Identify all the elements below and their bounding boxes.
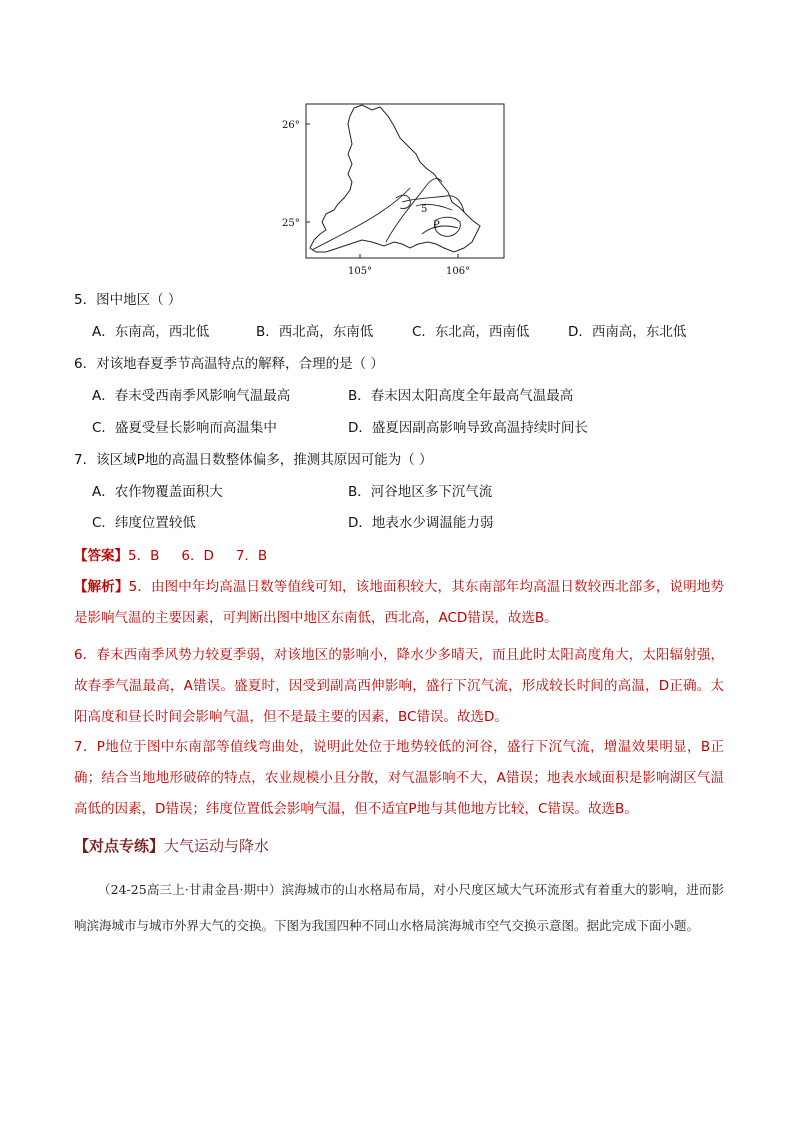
q7-option-a: A．农作物覆盖面积大 [92, 484, 223, 500]
map-frame [306, 104, 504, 258]
q6-option-b: B．春末因太阳高度全年最高气温最高 [348, 388, 574, 404]
analysis-paragraph-7: 7．P地位于图中东南部等值线弯曲处，说明此处位于地势较低的河谷，盛行下沉气流，增温效果明显，B正确；结合当地地形破碎的特点，农业规模小且分散，对气温影响不大，A错误；地表水域面积是影响湖区气温高低的因素，D错误；纬度位置低会影响气温，但不适宜P地与其他地方比较，C错误。故选B。 [74, 739, 724, 817]
section-title: 大气运动与降水 [164, 837, 270, 855]
contour-line [386, 179, 442, 242]
point-p-label: P [433, 220, 440, 231]
q7-option-b: B．河谷地区多下沉气流 [348, 484, 493, 500]
q6-option-a: A．春末受西南季风影响气温最高 [92, 388, 291, 404]
lon-label-106: 106° [446, 266, 471, 277]
answer-item: 6．D [181, 548, 214, 564]
q5-option-b: B．西北高，东南低 [256, 324, 374, 340]
answer-tag: 【答案】 [74, 548, 128, 564]
q6-option-d: D．盛夏因副高影响导致高温持续时间长 [348, 420, 588, 436]
q7-option-c: C．纬度位置较低 [92, 515, 196, 531]
q6-option-c: C．盛夏受昼长影响而高温集中 [92, 420, 277, 436]
contour-map-figure [276, 102, 516, 278]
answer-line [74, 546, 289, 566]
analysis-tag: 【解析】 [74, 579, 129, 595]
section-heading [74, 834, 269, 858]
lat-label-26: 26° [282, 120, 300, 131]
question-5-stem: 5．图中地区（ ） [74, 292, 182, 308]
q7-option-d: D．地表水少调温能力弱 [348, 515, 494, 531]
material-paragraph: （24-25高三上·甘肃金昌·期中）滨海城市的山水格局布局，对小尺度区域大气环流形式有着重大的影响，进而影响滨海城市与城市外界大气的交换。下图为我国四种不同山水格局滨海城市空气交换示意图。据此完成下面小题。 [74, 882, 724, 933]
question-7-stem: 7．该区域P地的高温日数整体偏多，推测其原因可能为（ ） [74, 452, 433, 468]
contour-value-label: 5 [421, 204, 428, 215]
region-outline [310, 105, 480, 252]
contour-map [276, 102, 516, 278]
answer-item: 7．B [235, 548, 268, 564]
q5-option-a: A．东南高，西北低 [92, 324, 210, 340]
q5-option-c: C．东北高，西南低 [412, 324, 530, 340]
q5-option-d: D．西南高，东北低 [568, 324, 687, 340]
section-bracket-open: 【 [74, 837, 90, 855]
analysis-paragraph-5 [74, 572, 724, 634]
analysis-paragraph-6: 6．春末西南季风势力较夏季弱，对该地区的影响小，降水少多晴天，而且此时太阳高度角大，太阳辐射强，故春季气温最高，A错误。盛夏时，因受到副高西伸影响，盛行下沉气流，形成较长时间的高温，D正确。太阳高度和昼长时间会影响气温，但不是最主要的因素，BC错误。故选D。 [74, 647, 724, 725]
contour-line [422, 226, 458, 234]
section-label: 对点专练 [89, 837, 150, 855]
section-bracket-close: 】 [149, 837, 165, 855]
lon-label-105: 105° [348, 266, 373, 277]
question-6-stem: 6．对该地春夏季节高温特点的解释，合理的是（ ） [74, 356, 384, 372]
answer-item: 5．B [128, 548, 160, 564]
analysis-text-5: 5．由图中年均高温日数等值线可知，该地面积较大，其东南部年均高温日数较西北部多，说明地势是影响气温的主要因素，可判断出图中地区东南低，西北高，ACD错误，故选B。 [74, 579, 725, 626]
lat-label-25: 25° [282, 218, 300, 229]
